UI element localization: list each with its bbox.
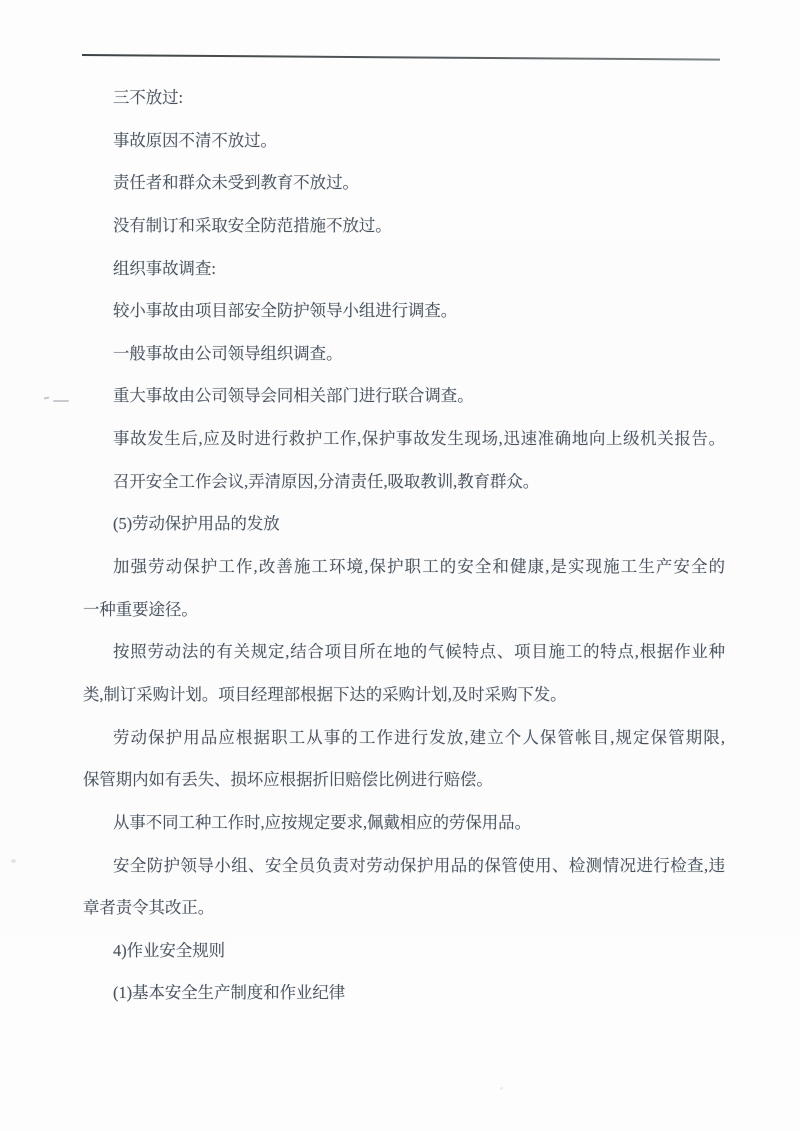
text-line: 事故发生后,应及时进行救护工作,保护事故发生现场,迅速准确地向上级机关报告。 [113,429,725,449]
document-text-block [0,77,800,1015]
text-line: 章者责令其改正。 [83,898,215,918]
text-line: 没有制订和采取安全防范措施不放过。 [113,215,392,235]
text-line: (1)基本安全生产制度和作业纪律 [113,983,346,1003]
text-line: 类,制订采购计划。项目经理部根据下达的采购计划,及时采购下发。 [83,684,567,704]
text-line: (5)劳动保护用品的发放 [113,514,280,534]
text-line: 劳动保护用品应根据职工从事的工作进行发放,建立个人保管帐目,规定保管期限, [113,727,725,747]
text-line: 一般事故由公司领导组织调查。 [113,343,343,363]
text-line: 一种重要途径。 [83,599,198,619]
text-line: 从事不同工种工作时,应按规定要求,佩戴相应的劳保用品。 [113,812,531,832]
text-line: 安全防护领导小组、安全员负责对劳动保护用品的保管使用、检测情况进行检查,违 [113,855,725,875]
text-line: 按照劳动法的有关规定,结合项目所在地的气候特点、项目施工的特点,根据作业种 [113,642,725,662]
scan-smudge-mark [500,1087,503,1090]
text-line: 召开安全工作会议,弄清原因,分清责任,吸取教训,教育群众。 [113,471,540,491]
text-line: 重大事故由公司领导会同相关部门进行联合调查。 [113,386,474,406]
text-line: 三不放过: [113,88,184,107]
text-line: 组织事故调查: [113,258,216,278]
page-top-rule [82,54,720,61]
text-line: 保管期内如有丢失、损坏应根据折旧赔偿比例进行赔偿。 [83,770,493,790]
text-line: 较小事故由项目部安全防护领导小组进行调查。 [113,301,458,321]
text-line: 责任者和群众未受到教育不放过。 [113,173,359,193]
text-line: 4)作业安全规则 [113,940,225,960]
text-line: 加强劳动保护工作,改善施工环境,保护职工的安全和健康,是实现施工生产安全的 [113,557,725,577]
text-line: 事故原因不清不放过。 [113,130,277,150]
